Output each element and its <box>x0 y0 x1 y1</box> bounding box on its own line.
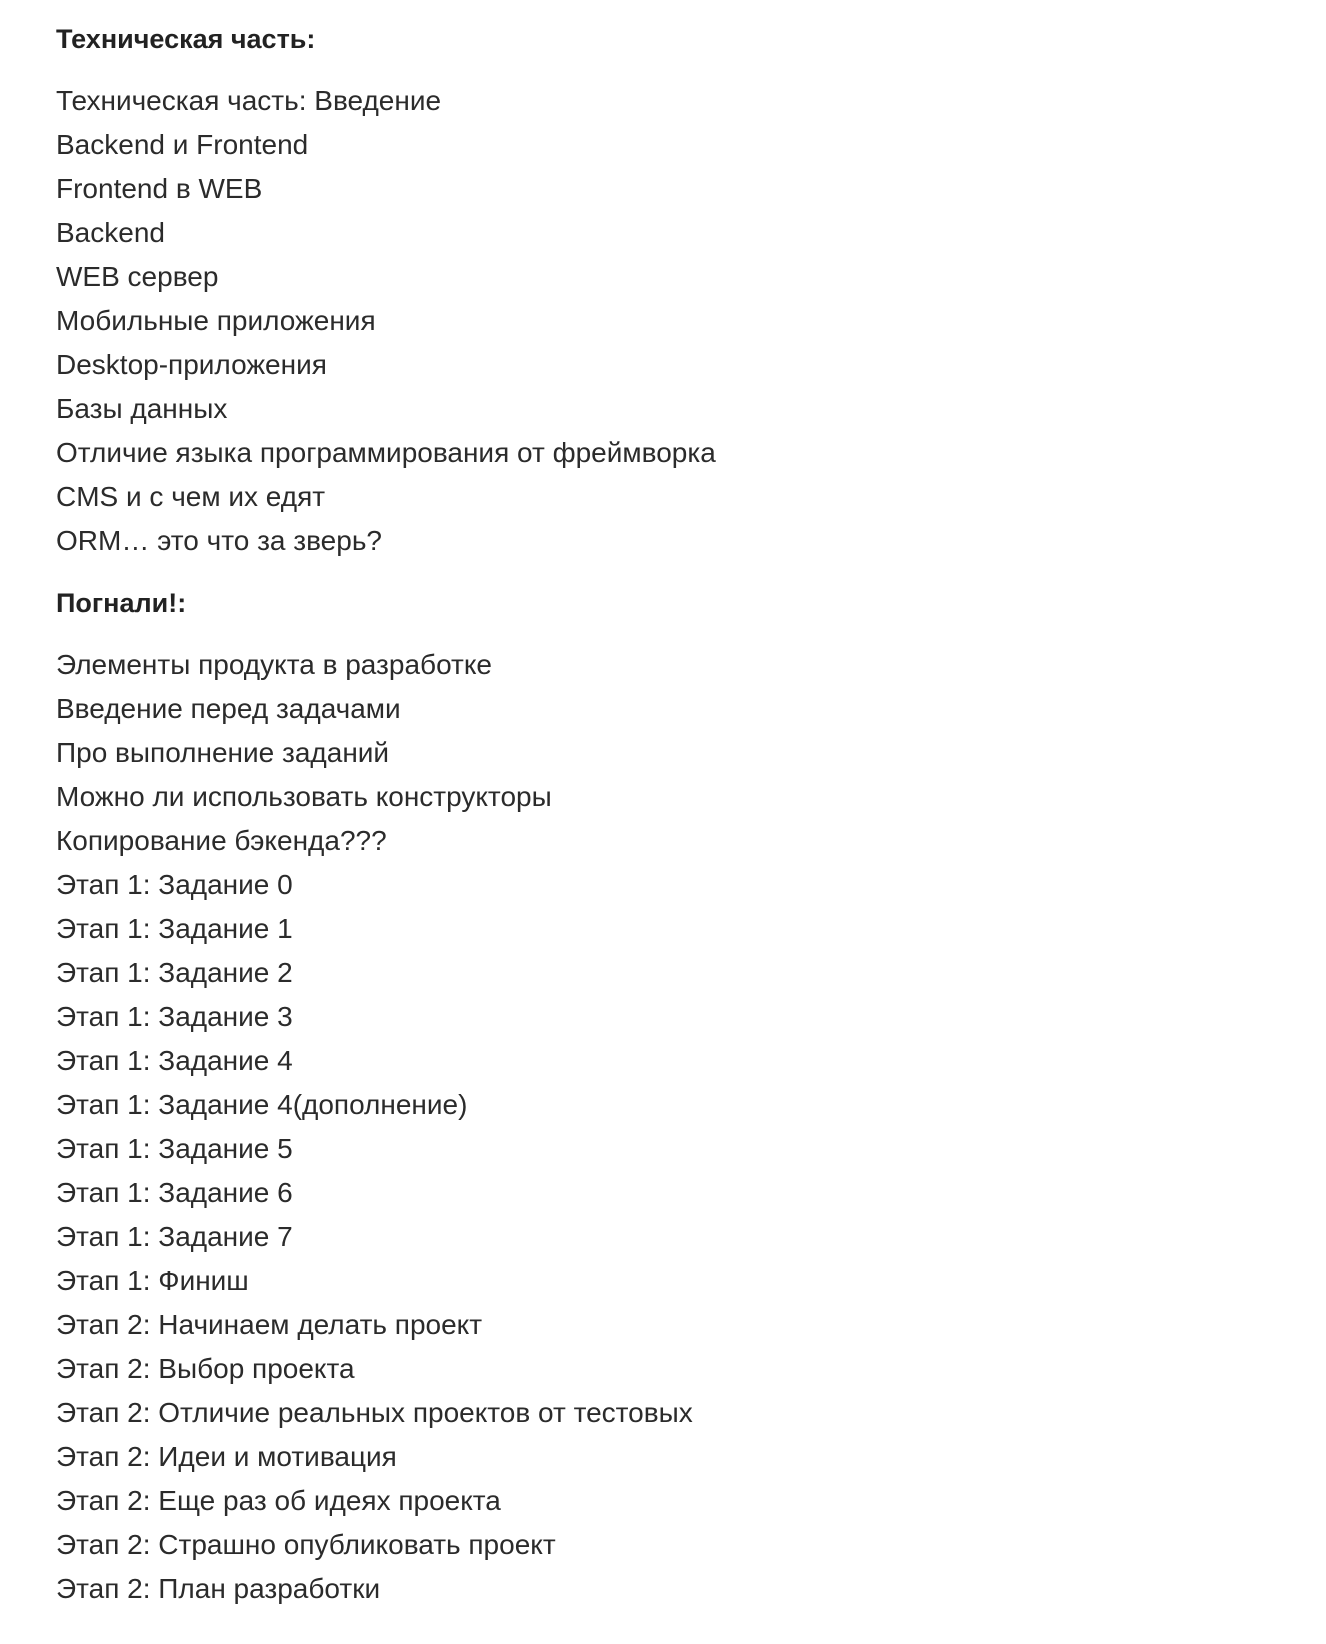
list-item: Этап 1: Задание 5 <box>56 1133 293 1164</box>
list-item: Этап 2: Отличие реальных проектов от тестовых <box>56 1397 693 1428</box>
list-item: Этап 2: Еще раз об идеях проекта <box>56 1485 501 1516</box>
list-item: Элементы продукта в разработке <box>56 649 492 680</box>
technical-topics-list <box>56 79 1276 563</box>
list-item: Этап 1: Задание 2 <box>56 957 293 988</box>
list-item: Этап 2: Страшно опубликовать проект <box>56 1529 556 1560</box>
list-item: Этап 1: Задание 6 <box>56 1177 293 1208</box>
list-item: Введение перед задачами <box>56 693 401 724</box>
lessons-list <box>56 643 1276 1611</box>
list-item: Backend <box>56 217 165 248</box>
list-item: Этап 1: Финиш <box>56 1265 249 1296</box>
section-heading-lets-go: Погнали!: <box>56 588 187 618</box>
list-item: Можно ли использовать конструкторы <box>56 781 552 812</box>
section-heading-technical: Техническая часть: <box>56 24 316 54</box>
list-item: Этап 2: Выбор проекта <box>56 1353 355 1384</box>
list-item: Этап 1: Задание 4(дополнение) <box>56 1089 468 1120</box>
list-item: Базы данных <box>56 393 228 424</box>
list-item: CMS и с чем их едят <box>56 481 326 512</box>
list-item: Этап 1: Задание 3 <box>56 1001 293 1032</box>
list-item: Техническая часть: Введение <box>56 85 442 116</box>
list-item: WEB сервер <box>56 261 219 292</box>
list-item: Этап 1: Задание 1 <box>56 913 293 944</box>
list-item: Этап 1: Задание 0 <box>56 869 293 900</box>
list-item: Этап 2: План разработки <box>56 1573 381 1604</box>
list-item: Этап 2: Идеи и мотивация <box>56 1441 397 1472</box>
list-item: Этап 1: Задание 7 <box>56 1221 293 1252</box>
list-item: Backend и Frontend <box>56 129 309 160</box>
list-item: Мобильные приложения <box>56 305 376 336</box>
list-item: Frontend в WEB <box>56 173 263 204</box>
list-item: Этап 2: Начинаем делать проект <box>56 1309 483 1340</box>
list-item: Отличие языка программирования от фреймворка <box>56 437 716 468</box>
list-item: ORM… это что за зверь? <box>56 525 382 556</box>
list-item: Этап 1: Задание 4 <box>56 1045 293 1076</box>
list-item: Про выполнение заданий <box>56 737 390 768</box>
document-content <box>56 18 1276 1611</box>
list-item: Копирование бэкенда??? <box>56 825 387 856</box>
list-item: Desktop-приложения <box>56 349 327 380</box>
